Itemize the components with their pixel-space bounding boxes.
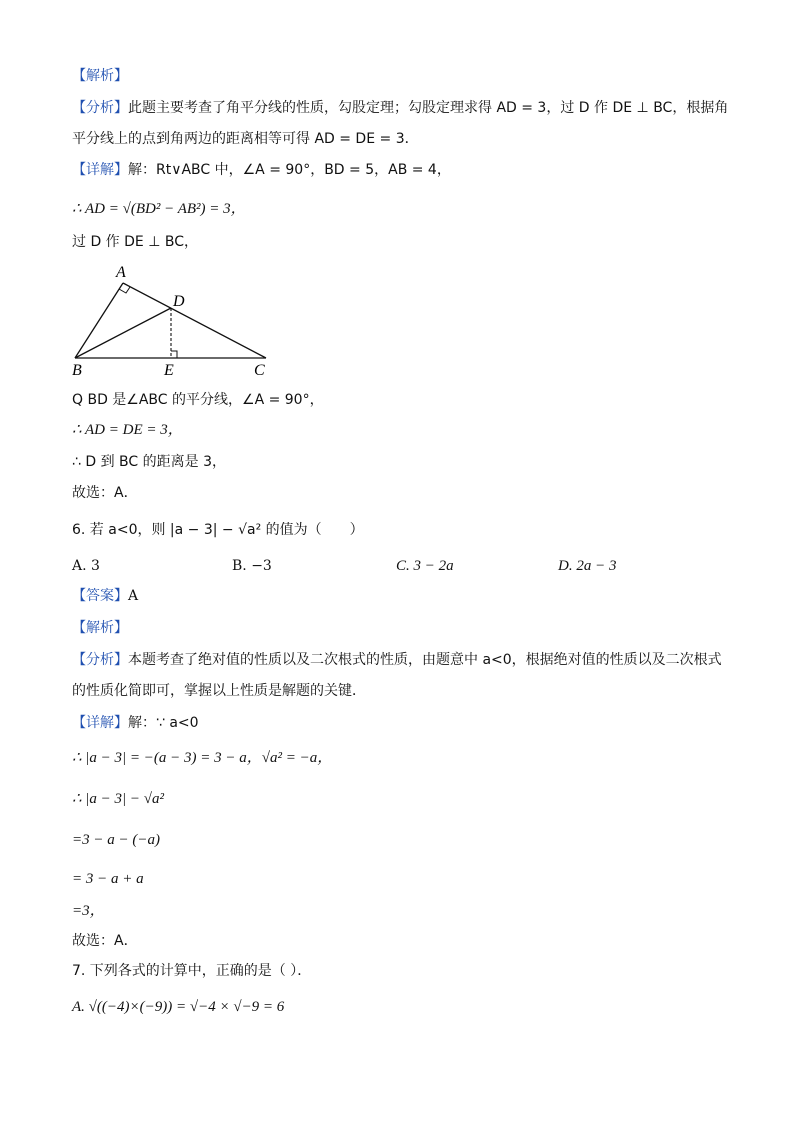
section-tag-analysis: 【解析】 (72, 68, 128, 84)
triangle-figure (64, 258, 284, 378)
answer-choice-line-2: 故选：A． (72, 933, 138, 949)
option-b: B. −3 (232, 558, 272, 574)
detail2-text-1: 解：∵ a<0 (128, 715, 199, 731)
detail2-line-2: ∴ |a − 3| = −(a − 3) = 3 − a，√a² = −a， (72, 750, 333, 766)
detail2-line-5: = 3 − a + a (72, 871, 144, 887)
label-a: A (116, 264, 126, 281)
answer-line (72, 586, 138, 606)
option-c: C. 3 − 2a (396, 558, 454, 574)
side-ab (75, 283, 123, 358)
detail2-line-6: =3， (72, 903, 105, 919)
question-6: 6. 若 a<0，则 |a − 3| − √a² 的值为（ ） (72, 522, 364, 538)
label-e: E (164, 362, 174, 378)
option-d: D. 2a − 3 (558, 558, 617, 574)
analysis2-text-1: 本题考查了绝对值的性质以及二次根式的性质，由题意中 a<0，根据绝对值的性质以及二次根式 (128, 652, 722, 668)
right-angle-mark-a (119, 287, 130, 293)
section-tag-analysis-2: 【解析】 (72, 620, 128, 636)
label-d: D (173, 293, 185, 310)
detail-line-5: ∴ AD = DE = 3， (72, 422, 183, 438)
detail-line-2: ∴ AD = √(BD² − AB²) = 3， (72, 201, 246, 217)
tag-xiangjie: 【详解】 (72, 162, 128, 178)
tag-xiangjie-2: 【详解】 (72, 715, 128, 731)
answer-choice-line: 故选：A． (72, 485, 138, 501)
label-b: B (72, 362, 82, 378)
detail2-line-1 (72, 713, 199, 733)
detail-text-1: 解：Rt∨ABC 中，∠A = 90°，BD = 5，AB = 4， (128, 162, 451, 178)
detail2-line-3: ∴ |a − 3| − √a² (72, 791, 165, 807)
analysis2-line-1 (72, 650, 722, 670)
tag-answer: 【答案】 (72, 588, 128, 604)
analysis2-line-2: 的性质化简即可，掌握以上性质是解题的关键． (72, 683, 366, 699)
tag-fenxi: 【分析】 (72, 100, 128, 116)
detail-line-3: 过 D 作 DE ⊥ BC， (72, 234, 198, 250)
detail-line-1 (72, 160, 451, 180)
analysis-line-1 (72, 98, 728, 118)
side-ac (123, 283, 266, 358)
option-a: A. 3 (72, 558, 100, 574)
answer-value: A (128, 588, 139, 604)
segment-bd (75, 308, 171, 358)
analysis-text-1: 此题主要考查了角平分线的性质，勾股定理；勾股定理求得 AD = 3，过 D 作 DE ⊥ BC，根据角 (128, 100, 729, 116)
right-angle-mark-e (171, 351, 177, 358)
detail2-line-4: =3 − a − (−a) (72, 832, 160, 848)
detail-line-6: ∴ D 到 BC 的距离是 3， (72, 454, 226, 470)
tag-fenxi-2: 【分析】 (72, 652, 128, 668)
question-7: 7. 下列各式的计算中，正确的是（ ）． (72, 963, 312, 979)
detail-line-4: Q BD 是∠ABC 的平分线，∠A = 90°， (72, 392, 324, 408)
question-7-option-a: A. √((−4)×(−9)) = √−4 × √−9 = 6 (72, 999, 285, 1015)
label-c: C (254, 362, 265, 378)
analysis-line-2: 平分线上的点到角两边的距离相等可得 AD = DE = 3． (72, 131, 419, 147)
